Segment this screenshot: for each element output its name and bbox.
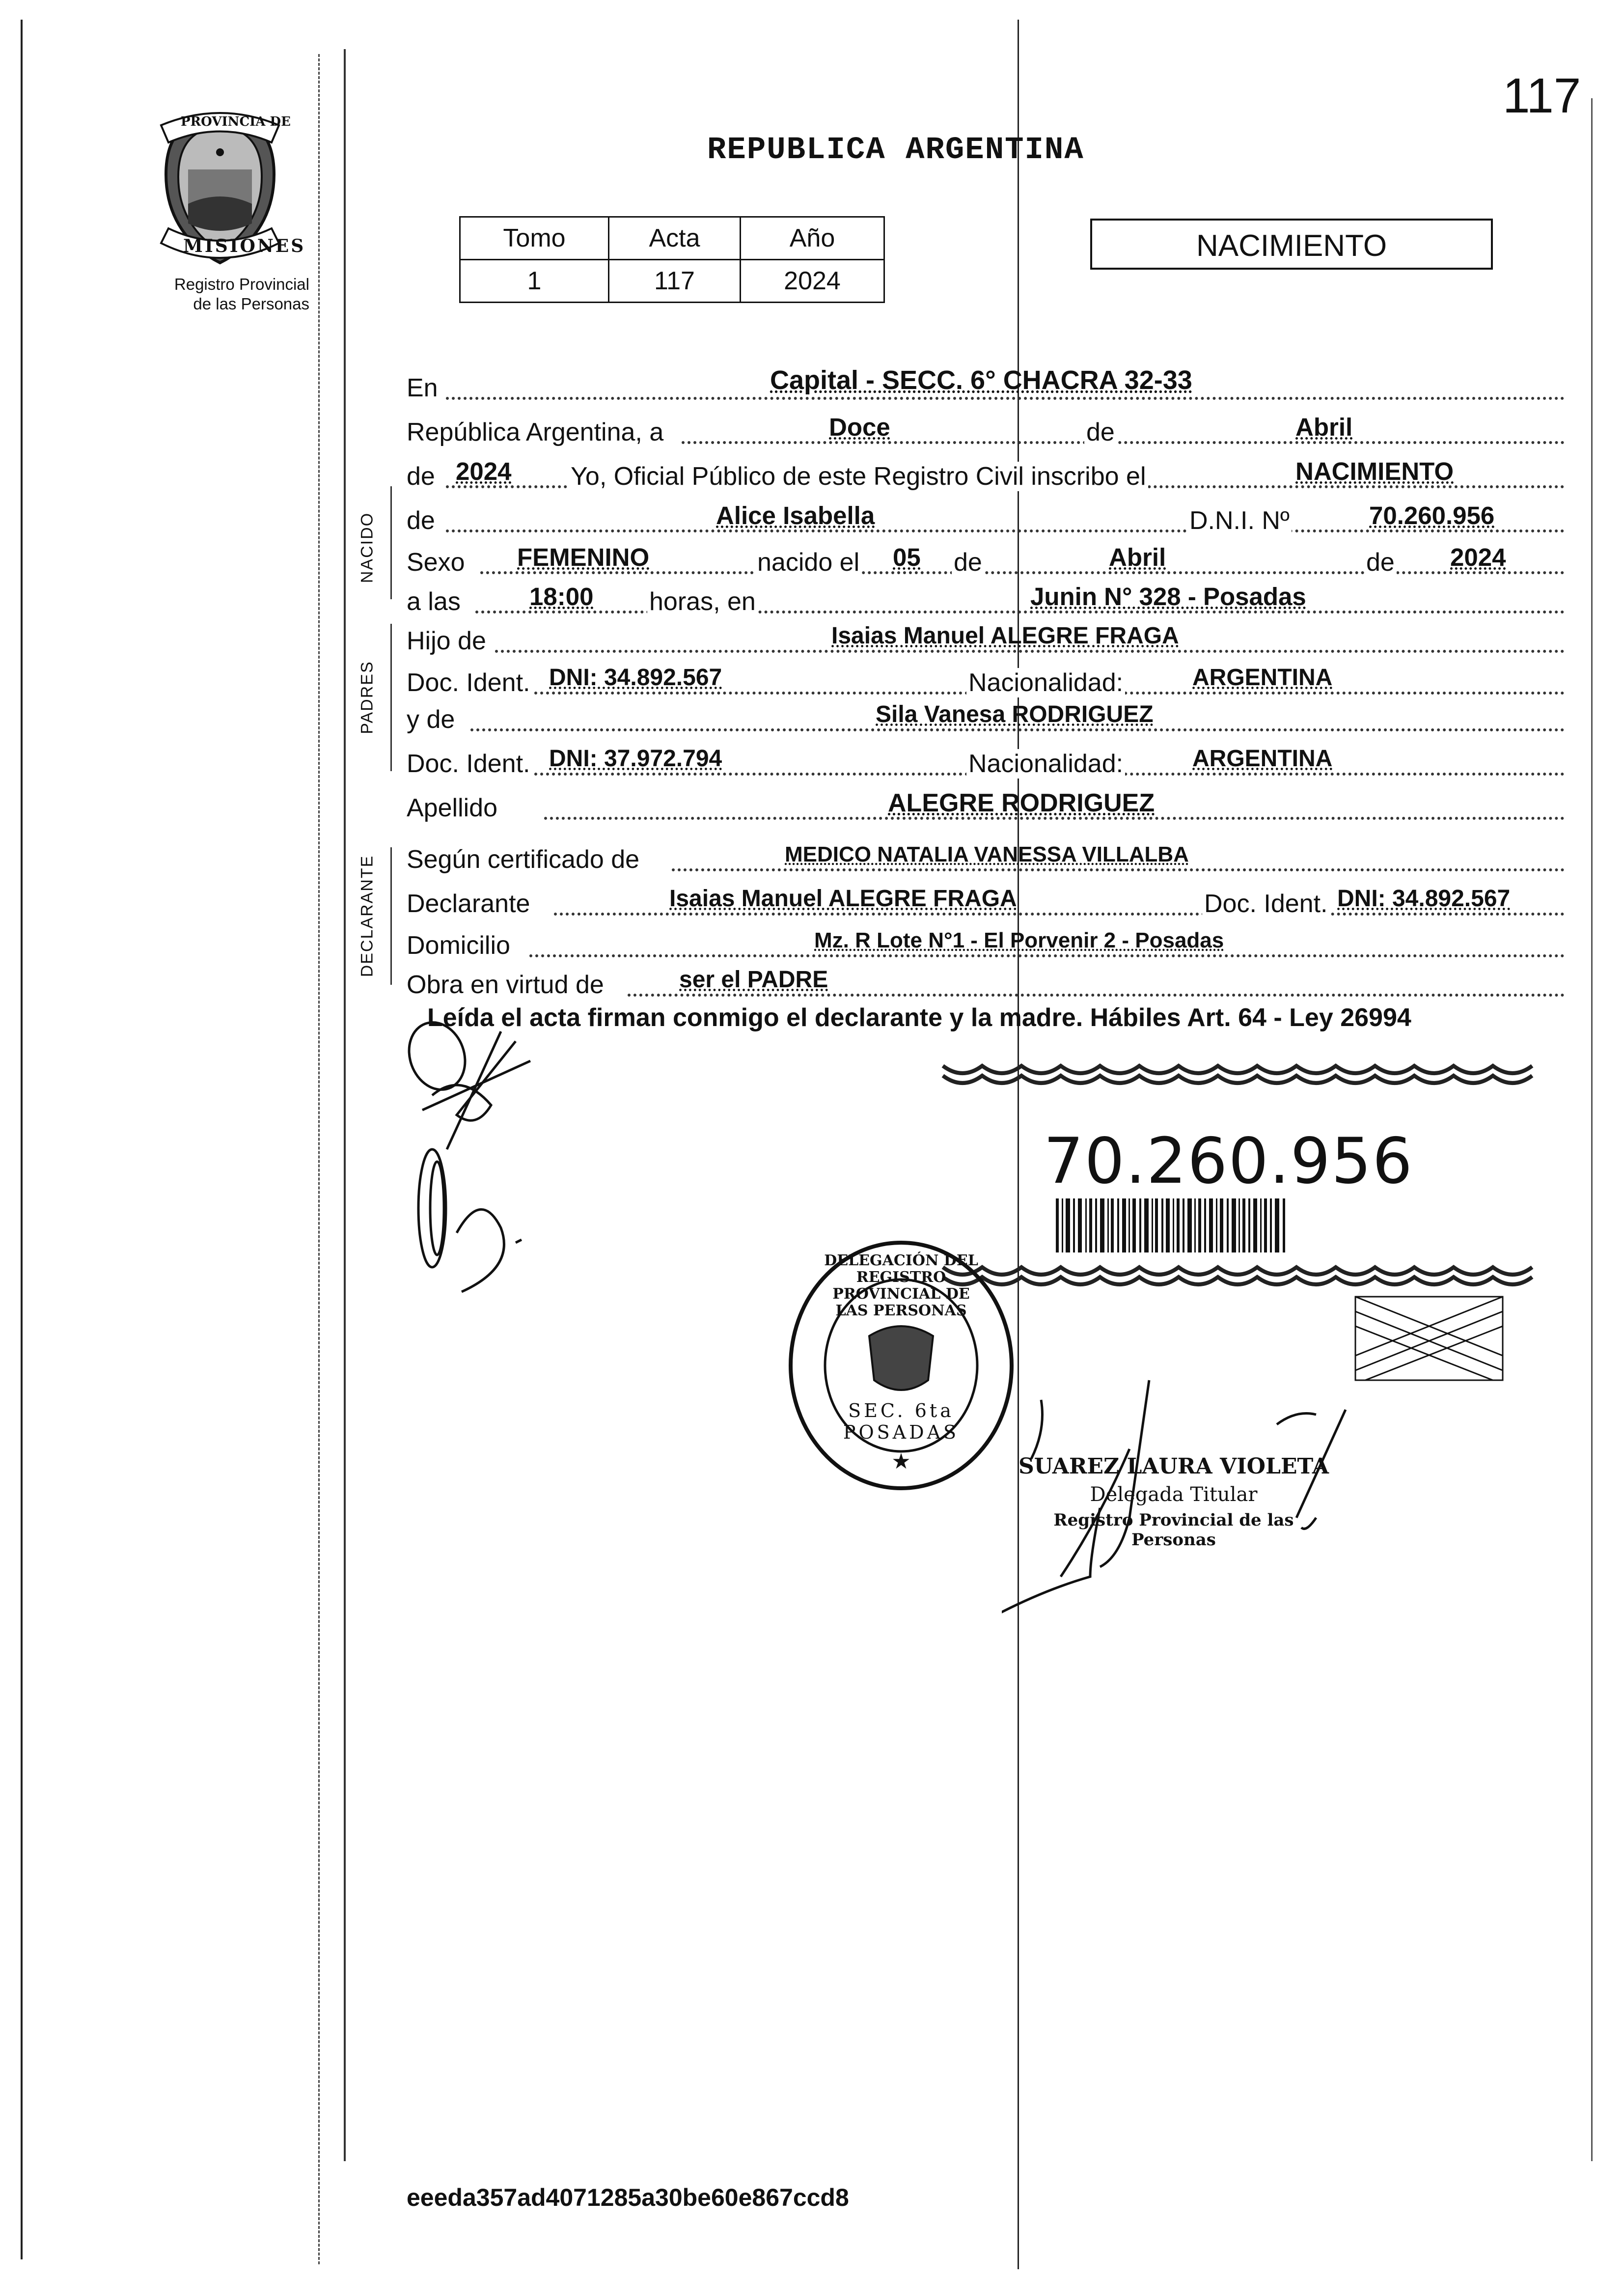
label-de4: de <box>1364 548 1397 577</box>
row-apellido <box>407 788 1565 823</box>
margin-line <box>344 49 346 2161</box>
field-nac-anio: 2024 <box>1450 543 1506 571</box>
row-domicilio <box>407 926 1565 960</box>
right-edge-line <box>1591 98 1593 2161</box>
field-lugar-nac: Junin N° 328 - Posadas <box>1030 583 1306 611</box>
row-madre <box>407 700 1565 734</box>
field-declarante: Isaias Manuel ALEGRE FRAGA <box>669 886 1017 912</box>
anio-header: Año <box>741 217 884 260</box>
row-madre-doc <box>407 744 1565 779</box>
field-declarante-dni: DNI: 34.892.567 <box>1337 886 1511 912</box>
record-type-box: NACIMIENTO <box>1090 219 1493 270</box>
declarant-signature <box>403 1002 599 1316</box>
field-nac-dia: 05 <box>893 543 921 571</box>
binding-line <box>318 54 320 2264</box>
side-label-nacido: NACIDO <box>358 512 377 584</box>
row-sexo <box>407 543 1565 577</box>
field-padre-dni: DNI: 34.892.567 <box>549 665 722 691</box>
label-de: de <box>1084 417 1117 447</box>
left-margin-line <box>21 20 23 2259</box>
row-virtud <box>407 965 1565 1000</box>
label-apellido: Apellido <box>407 793 499 823</box>
label-nacionalidad2: Nacionalidad: <box>966 749 1125 779</box>
row-nombre <box>407 501 1565 535</box>
field-mes: Abril <box>1295 413 1353 441</box>
side-label-padres: PADRES <box>358 661 377 734</box>
field-dia: Doce <box>829 413 890 441</box>
official-signature <box>1002 1370 1395 1645</box>
row-certificado <box>407 840 1565 874</box>
tomo-value: 1 <box>460 260 609 303</box>
svg-text:★: ★ <box>891 1449 911 1474</box>
barcode-number: 70.260.956 <box>1044 1125 1413 1198</box>
field-padre: Isaias Manuel ALEGRE FRAGA <box>831 623 1179 649</box>
label-obra-en-virtud: Obra en virtud de <box>407 970 606 1000</box>
label-y-de: y de <box>407 705 457 734</box>
field-padre-nacionalidad: ARGENTINA <box>1192 665 1333 691</box>
tomo-header: Tomo <box>460 217 609 260</box>
acta-header: Acta <box>609 217 741 260</box>
field-madre: Sila Vanesa RODRIGUEZ <box>876 701 1154 727</box>
row-padre <box>407 621 1565 656</box>
row-declarante <box>407 884 1565 918</box>
crest-text-top: PROVINCIA DE <box>181 114 291 129</box>
label-doc-ident2: Doc. Ident. <box>407 749 532 779</box>
label-dni: D.N.I. Nº <box>1187 506 1292 535</box>
label-sexo: Sexo <box>407 548 467 577</box>
label-doc-ident3: Doc. Ident. <box>1202 889 1329 918</box>
label-nacionalidad: Nacionalidad: <box>966 668 1125 697</box>
label-de-nombre: de <box>407 506 437 535</box>
seal-ring-text: DELEGACIÓN DEL REGISTRO PROVINCIAL DE LAS PERSONAS <box>824 1252 978 1319</box>
label-hijo-de: Hijo de <box>407 626 488 656</box>
security-band <box>933 1051 1542 1395</box>
field-nac-mes: Abril <box>1109 543 1166 571</box>
registry-name-line2: de las Personas <box>193 295 309 313</box>
row-lugar <box>407 365 1565 403</box>
label-segun-certificado: Según certificado de <box>407 845 641 874</box>
field-domicilio: Mz. R Lote N°1 - El Porvenir 2 - Posadas <box>814 928 1224 952</box>
signatory-name: SUAREZ LAURA VIOLETA <box>1018 1454 1329 1479</box>
label-republica: República Argentina, a <box>407 417 665 447</box>
record-table <box>459 216 885 303</box>
label-horas-en: horas, en <box>647 587 758 616</box>
label-nacido-el: nacido el <box>755 548 861 577</box>
label-a-las: a las <box>407 587 463 616</box>
crest-text-bottom: MISIONES <box>183 236 306 256</box>
official-seal <box>786 1238 1017 1493</box>
field-madre-dni: DNI: 37.972.794 <box>549 746 722 772</box>
document-hash: eeeda357ad4071285a30be60e867ccd8 <box>407 2184 849 2211</box>
side-label-declarante: DECLARANTE <box>358 855 377 977</box>
acta-value: 117 <box>609 260 741 303</box>
label-en: En <box>407 373 440 403</box>
row-padre-doc <box>407 663 1565 697</box>
anio-value: 2024 <box>741 260 884 303</box>
province-crest <box>146 106 306 273</box>
field-anio: 2024 <box>456 457 512 485</box>
row-inscribe <box>407 457 1565 491</box>
field-acto: NACIMIENTO <box>1295 457 1454 485</box>
field-virtud: ser el PADRE <box>679 967 828 993</box>
closing-text: Leída el acta firman conmigo el declarante y la madre. Hábiles Art. 64 - Ley 26994 <box>427 1003 1411 1032</box>
label-yo: Yo, Oficial Público de este Registro Civil inscribo el <box>569 462 1148 491</box>
country-title: REPUBLICA ARGENTINA <box>707 133 1084 168</box>
label-doc-ident: Doc. Ident. <box>407 668 532 697</box>
field-dni: 70.260.956 <box>1369 501 1495 529</box>
label-de3: de <box>952 548 984 577</box>
page-number: 117 <box>1503 68 1581 123</box>
field-certificado: MEDICO NATALIA VANESSA VILLALBA <box>785 842 1189 866</box>
seal-inner-text: SEC. 6ta POSADAS <box>843 1400 960 1443</box>
row-fecha <box>407 413 1565 447</box>
label-de2: de <box>407 462 437 491</box>
barcode <box>1056 1198 1285 1252</box>
field-nombre: Alice Isabella <box>716 501 875 529</box>
field-hora: 18:00 <box>529 583 594 611</box>
registry-name-line1: Registro Provincial <box>174 275 309 293</box>
signatory-role: Delegada Titular <box>1090 1483 1258 1506</box>
field-apellido: ALEGRE RODRIGUEZ <box>888 789 1155 817</box>
field-lugar: Capital - SECC. 6° CHACRA 32-33 <box>770 365 1192 395</box>
field-madre-nacionalidad: ARGENTINA <box>1192 746 1333 772</box>
label-domicilio: Domicilio <box>407 931 512 960</box>
signatory-office: Registro Provincial de las Personas <box>1053 1510 1294 1550</box>
row-hora <box>407 582 1565 616</box>
label-declarante: Declarante <box>407 889 532 918</box>
field-sexo: FEMENINO <box>517 543 650 571</box>
